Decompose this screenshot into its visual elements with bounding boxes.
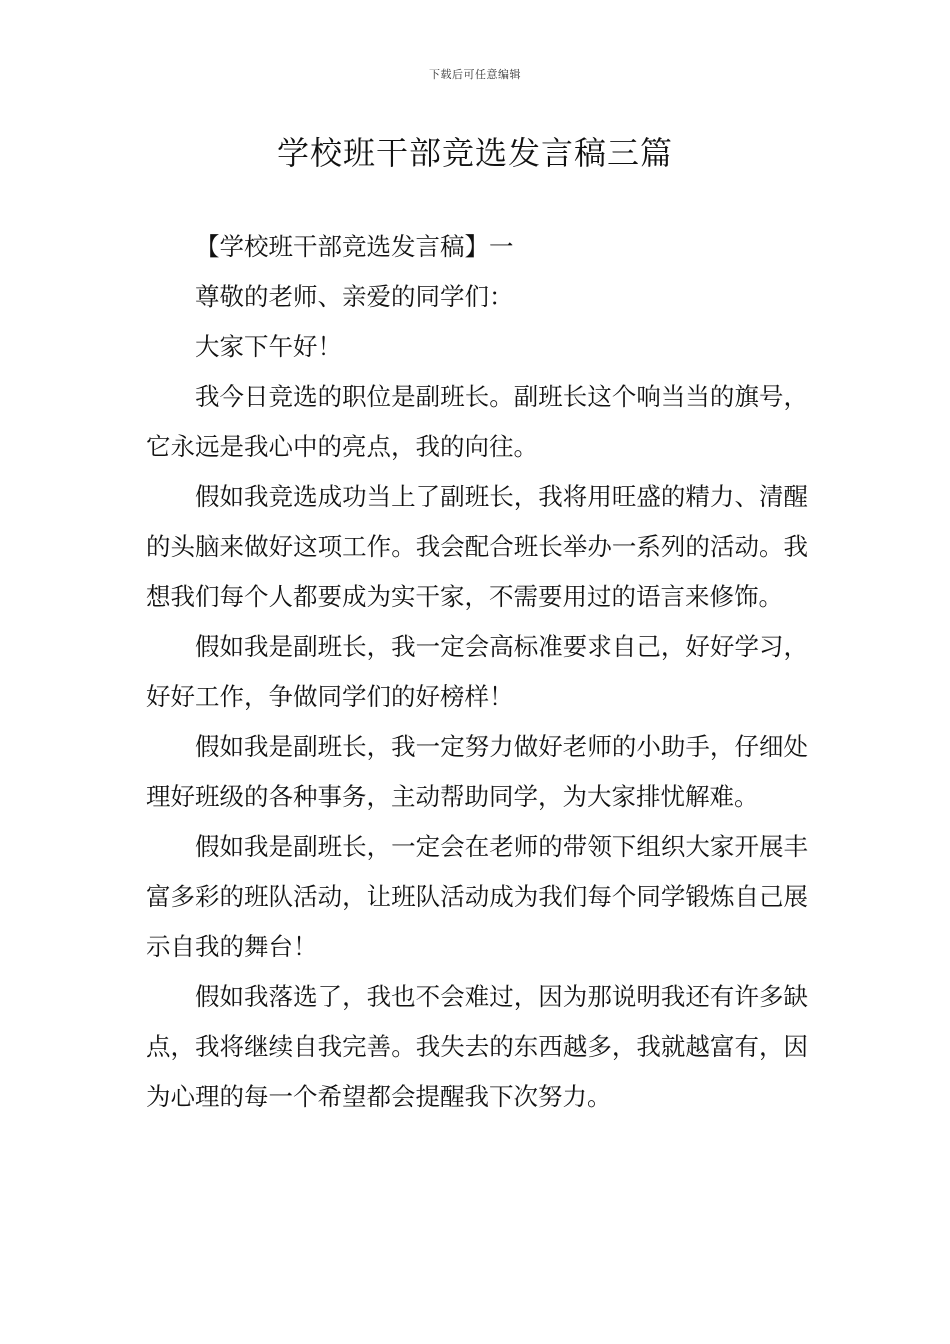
salutation: 尊敬的老师、亲爱的同学们：: [195, 282, 514, 311]
document-body: [146, 222, 808, 1122]
body-paragraph: 假如我落选了，我也不会难过，因为那说明我还有许多缺点，我将继续自我完善。我失去的东西越多，我就越富有，因为心理的每一个希望都会提醒我下次努力。: [146, 982, 808, 1111]
body-paragraph: 假如我竞选成功当上了副班长，我将用旺盛的精力、清醒的头脑来做好这项工作。我会配合班长举办一系列的活动。我想我们每个人都要成为实干家，不需要用过的语言来修饰。: [146, 482, 808, 611]
body-paragraph: 假如我是副班长，我一定会高标准要求自己，好好学习，好好工作，争做同学们的好榜样！: [146, 632, 808, 711]
body-paragraph: 假如我是副班长，一定会在老师的带领下组织大家开展丰富多彩的班队活动，让班队活动成为我们每个同学锻炼自己展示自我的舞台！: [146, 832, 808, 961]
header-note: 下载后可任意编辑: [429, 68, 521, 81]
document-title: 学校班干部竞选发言稿三篇: [276, 134, 673, 172]
section-heading: 【学校班干部竞选发言稿】一: [195, 232, 514, 261]
greeting: 大家下午好！: [195, 332, 342, 361]
body-paragraph: 假如我是副班长，我一定努力做好老师的小助手，仔细处理好班级的各种事务，主动帮助同学，为大家排忧解难。: [146, 732, 808, 811]
body-paragraph: 我今日竞选的职位是副班长。副班长这个响当当的旗号，它永远是我心中的亮点，我的向往。: [146, 382, 808, 461]
